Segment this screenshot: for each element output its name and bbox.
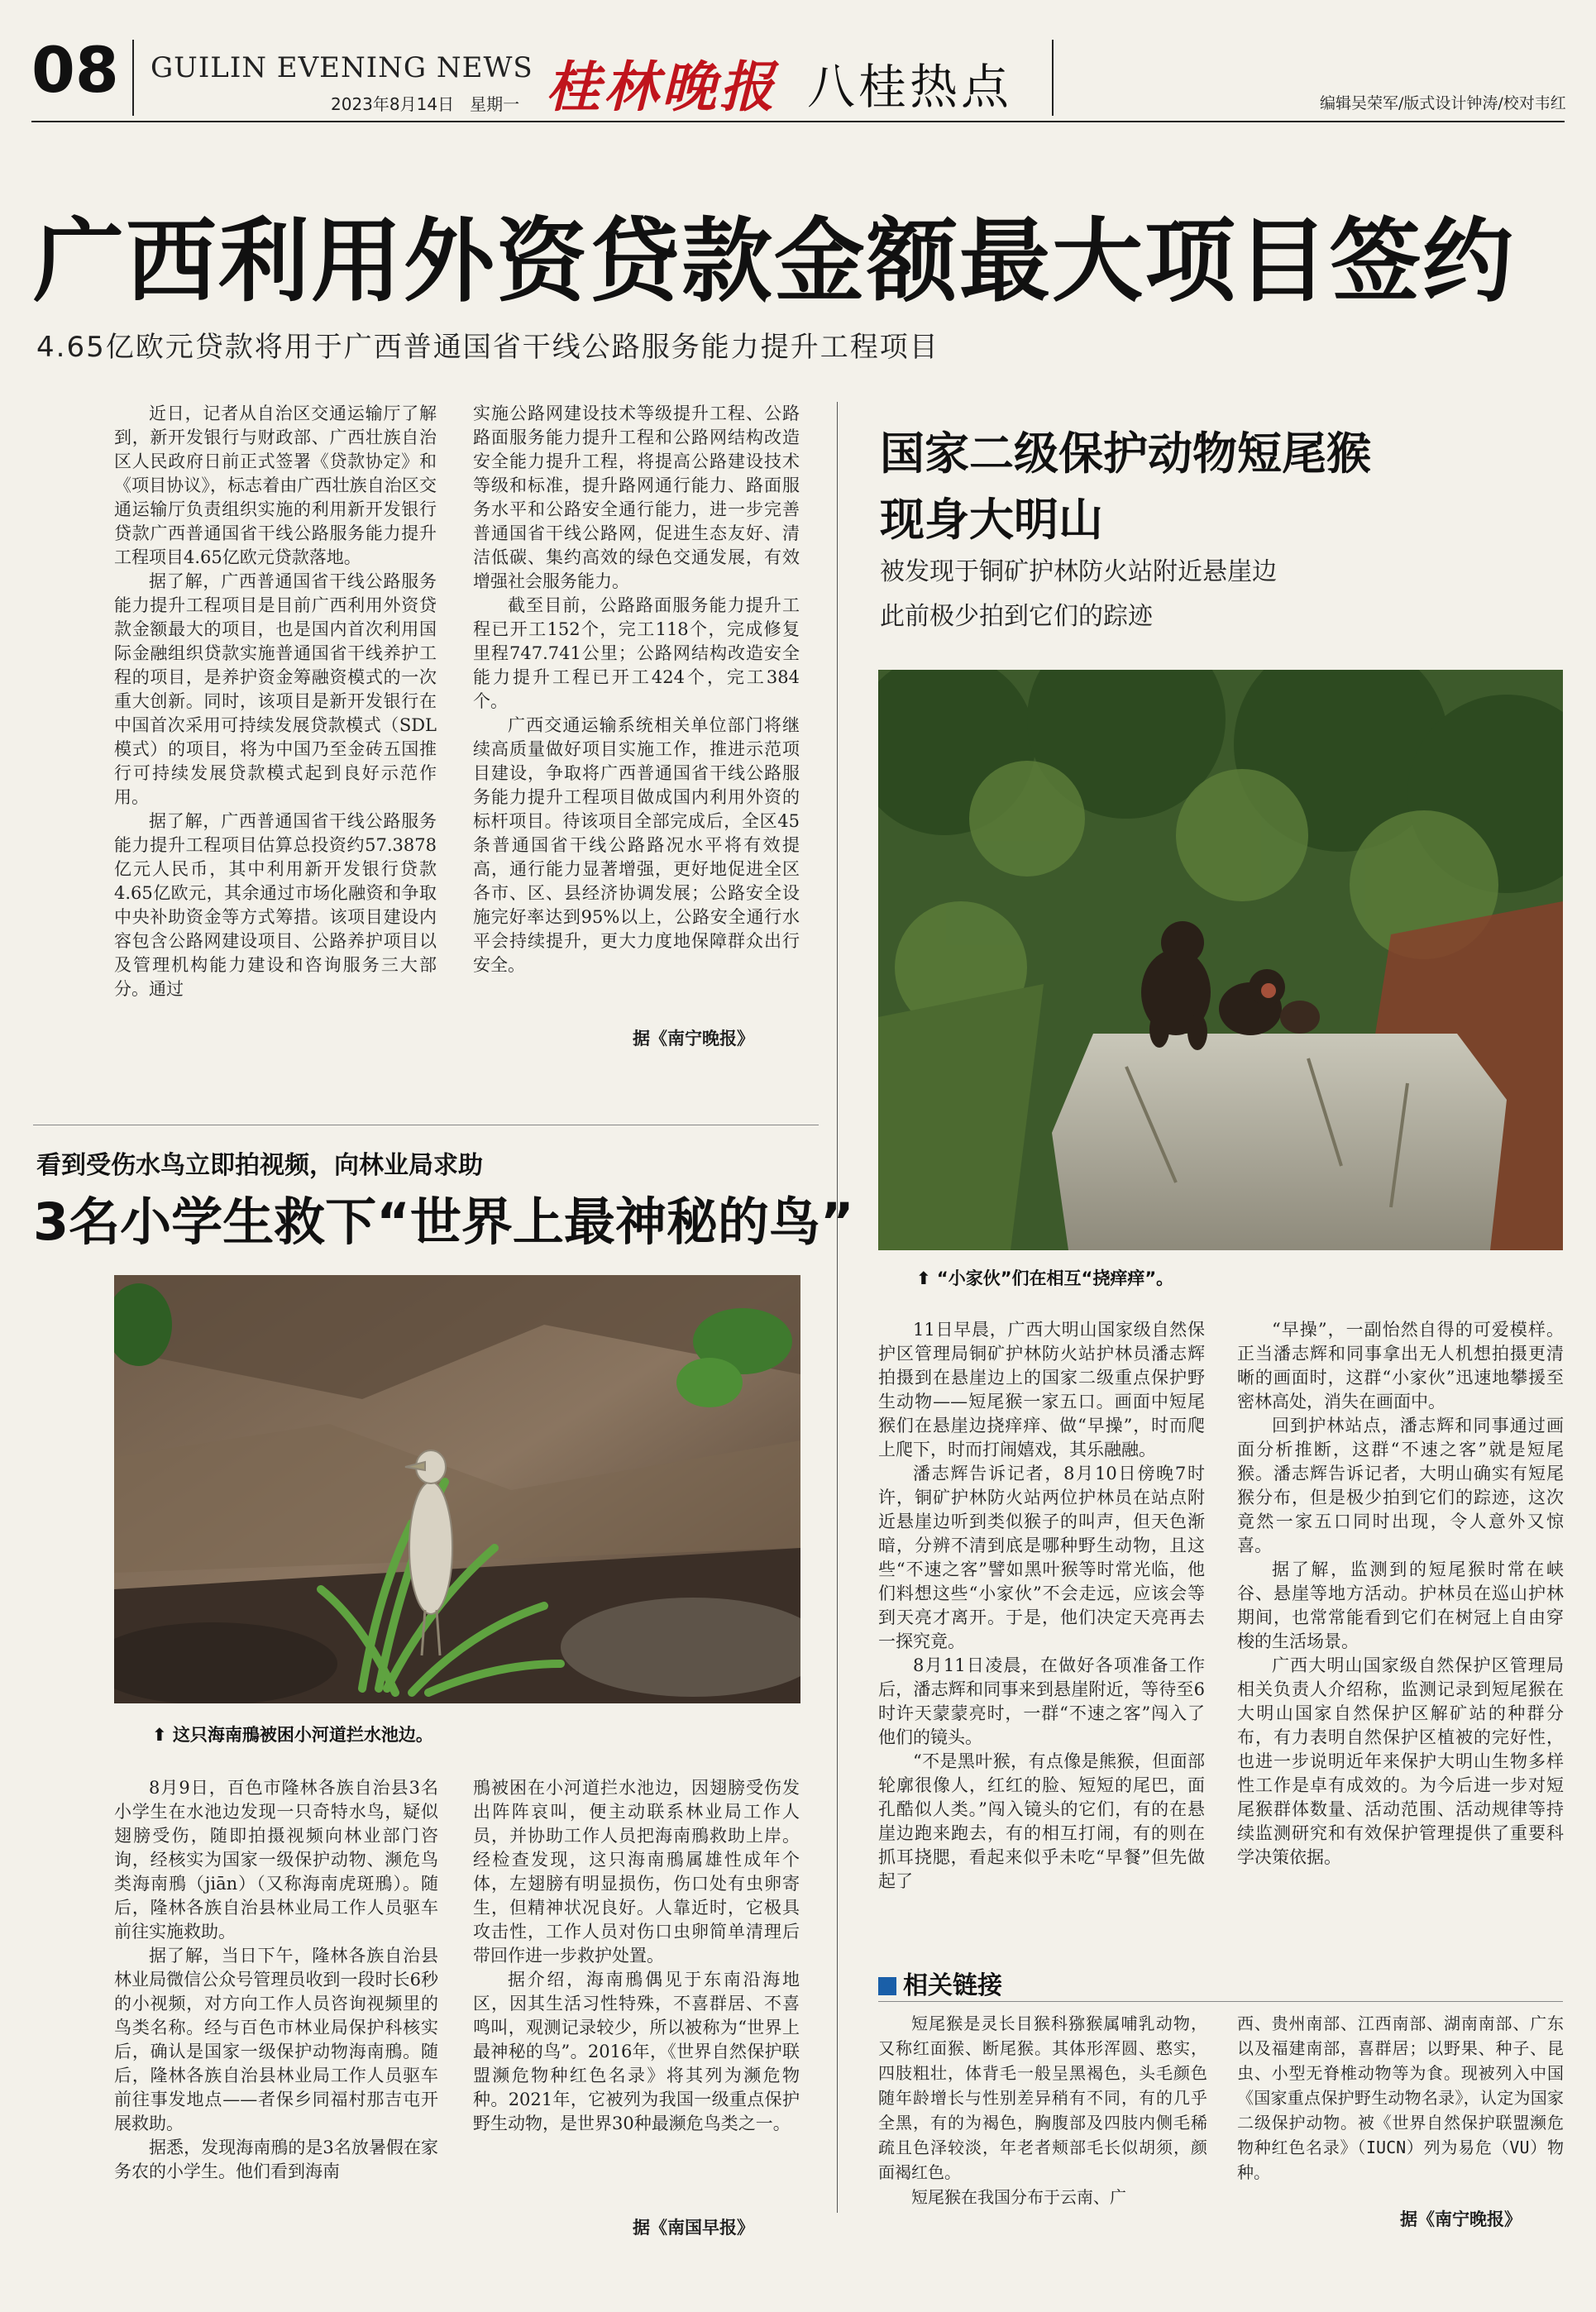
monkey-subheadline-line2: 此前极少拍到它们的踪迹 [880,602,1153,631]
header-divider-right [1052,40,1054,116]
monkey-column-2 [1237,1318,1564,1870]
lead-column-2 [473,402,800,977]
lead-paragraph: 近日，记者从自治区交通运输厅了解到，新开发银行与财政部、广西壮族自治区人民政府日前正式签署《贷款协定》和《项目协议》，标志着由广西壮族自治区交通运输厅负责组织实施的利用新开发银行贷款广西普通国省干线公路服务能力提升工程项目4.65亿欧元贷款落地。 [114,404,437,567]
heron-photo-graphic [114,1275,800,1703]
monkey-paragraph: 回到护林站点，潘志辉和同事通过画面分析推断，这群“不速之客”就是短尾猴。潘志辉告诉记者，大明山确实有短尾猴分布，但是极少拍到它们的踪迹，这次竟然一家五口同时出现，令人意外又惊喜。 [1237,1416,1564,1555]
bird-kicker: 看到受伤水鸟立即拍视频，向林业局求助 [36,1151,483,1180]
monkey-headline-line2: 现身大明山 [880,494,1103,546]
monkey-source: 据《南宁晚报》 [1400,2209,1522,2229]
column-divider [837,402,838,2213]
macaque-photo [878,670,1563,1250]
monkey-paragraph: 8月11日凌晨，在做好各项准备工作后，潘志辉和同事来到悬崖附近，等待至6时许天蒙蒙亮时，一群“不速之客”闯入了他们的镜头。 [878,1655,1205,1747]
macaque-photo-graphic [878,670,1563,1250]
monkey-paragraph: 据了解，监测到的短尾猴时常在峡谷、悬崖等地方活动。护林员在巡山护林期间，也常常能看到它们在树冠上自由穿梭的生活场景。 [1237,1560,1564,1651]
bird-paragraph: 鳽被困在小河道拦水池边，因翅膀受伤发出阵阵哀叫，便主动联系林业局工作人员，并协助工作人员把海南鳽救助上岸。经检查发现，这只海南鳽属雄性成年个体，左翅膀有明显损伤，伤口处有虫卵寄生，但精神状况良好。人靠近时，它极具攻击性，工作人员对伤口虫卵简单清理后带回作进一步救护处置。 [473,1778,800,1966]
heron-caption-text: 这只海南鳽被困小河道拦水池边。 [172,1725,433,1745]
header-bottom-rule [31,121,1565,122]
monkey-headline-line1: 国家二级保护动物短尾猴 [880,428,1371,480]
square-bullet-icon [878,1977,896,1995]
lead-source: 据《南宁晚报》 [633,1029,754,1049]
bird-column-1 [114,1776,438,2184]
date-text: 2023年8月14日 [331,94,455,114]
lead-paragraph: 据了解，广西普通国省干线公路服务能力提升工程项目估算总投资约57.3878亿元人民币，其中利用新开发银行贷款4.65亿欧元，其余通过市场化融资和争取中央补助资金等方式筹措。该项目建设内容包含公路网建设项目、公路养护项目以及管理机构能力建设和咨询服务三大部分。通过 [114,811,437,999]
monkey-paragraph: “不是黑叶猴，有点像是熊猴，但面部轮廓很像人，红红的脸、短短的尾巴，面孔酷似人类。”闯入镜头的它们，有的在悬崖边跑来跑去，有的相互打闹，有的则在抓耳挠腮，看起来似乎未吃“早餐”但先做起了 [878,1751,1205,1891]
bird-paragraph: 据悉，发现海南鳽的是3名放暑假在家务农的小学生。他们看到海南 [114,2138,438,2181]
lead-paragraph: 实施公路网建设技术等级提升工程、公路路面服务能力提升工程和公路网结构改造安全能力提升工程，将提高公路建设技术等级和标准，提升路网通行能力、路面服务水平和公路安全通行能力，进一步完善普通国省干线公路网，促进生态友好、清洁低碳、集约高效的绿色交通发展，有效增强社会服务能力。 [473,404,800,591]
caption-arrow-icon: ⬆ [152,1725,167,1745]
macaque-caption-text: “小家伙”们在相互“挠痒痒”。 [936,1268,1174,1288]
related-paragraph: 短尾猴在我国分布于云南、广 [911,2187,1126,2207]
bird-headline: 3名小学生救下“世界上最神秘的鸟” [33,1192,854,1252]
lead-paragraph: 据了解，广西普通国省干线公路服务能力提升工程项目是目前广西利用外资贷款金额最大的项目，也是国内首次利用国际金融组织贷款实施普通国省干线养护工程的项目，是养护资金筹融资模式的一次重大创新。同时，该项目是新开发银行在中国首次采用可持续发展贷款模式（SDL模式）的项目，将为中国乃至金砖五国推行可持续发展贷款模式起到良好示范作用。 [114,571,437,807]
page-number: 08 [31,33,119,107]
monkey-paragraph: 潘志辉告诉记者，8月10日傍晚7时许，铜矿护林防火站两位护林员在站点附近悬崖边听到类似猴子的叫声，但天色渐暗，分辨不清到底是哪种野生动物，且这些“不速之客”譬如黑叶猴等时常光临，他们料想这些“小家伙”不会走远，应该会等到天亮才离开。于是，他们决定天亮再去一探究竟。 [878,1464,1205,1651]
bird-paragraph: 据介绍，海南鳽偶见于东南沿海地区，因其生活习性特殊，不喜群居、不喜鸣叫，观测记录较少，所以被称为“世界上最神秘的鸟”。2016年，《世界自然保护联盟濒危物种红色名录》将其列为濒危物种。2021年，它被列为我国一级重点保护野生动物，是世界30种最濒危鸟类之一。 [473,1970,800,2133]
bird-column-2 [473,1776,800,2136]
related-link-header [878,1965,1002,2001]
related-link-rule [878,2001,1563,2002]
paper-logo: 桂林晚报 [546,55,777,119]
bird-paragraph: 据了解，当日下午，隆林各族自治县林业局微信公众号管理员收到一段时长6秒的小视频，对方向工作人员咨询视频里的鸟类名称。经与百色市林业局保护科核实后，确认是国家一级保护动物海南鳽。随后，隆林各族自治县林业局工作人员驱车前往事发地点——者保乡同福村那吉屯开展救助。 [114,1946,438,2133]
bird-source: 据《南国早报》 [633,2218,754,2238]
heron-caption [152,1722,433,1746]
lead-column-1 [114,402,437,1001]
heron-photo [114,1275,800,1703]
related-link-column-1 [878,2011,1207,2209]
weekday-text: 星期一 [470,94,520,114]
related-link-column-2 [1237,2011,1564,2185]
lead-subheadline: 4.65亿欧元贷款将用于广西普通国省干线公路服务能力提升工程项目 [36,331,939,364]
monkey-column-1 [878,1318,1205,1894]
lead-paragraph: 广西交通运输系统相关单位部门将继续高质量做好项目实施工作，推进示范项目建设，争取将广西普通国省干线公路服务能力提升工程项目做成国内利用外资的标杆项目。待该项目全部完成后，全区45条普通国省干线公路路况水平将有效提高，通行能力显著增强，更好地促进全区各市、区、县经济协调发展；公路安全设施完好率达到95%以上，公路安全通行水平会持续提升，更大力度地保障群众出行安全。 [473,715,800,975]
monkey-paragraph: 广西大明山国家级自然保护区管理局相关负责人介绍称，监测记录到短尾猴在大明山国家自然保护区解矿站的种群分布，有力表明自然保护区植被的完好性，也进一步说明近年来保护大明山生物多样性工作是卓有成效的。为今后进一步对短尾猴群体数量、活动范围、活动规律等持续监测研究和有效保护管理提供了重要科学决策依据。 [1237,1655,1564,1867]
related-paragraph: 西、贵州南部、江西南部、湖南南部、广东以及福建南部，喜群居；以野果、种子、昆虫、小型无脊椎动物等为食。现被列入中国《国家重点保护野生动物名录》，认定为国家二级保护动物。被《世界自然保护联盟濒危物种红色名录》（IUCN）列为易危（VU）物种。 [1237,2013,1564,2182]
header-divider-left [132,40,134,116]
paper-name-en: GUILIN EVENING NEWS [151,51,533,84]
monkey-subheadline-line1: 被发现于铜矿护林防火站附近悬崖边 [880,557,1277,586]
lead-headline: 广西利用外资贷款金额最大项目签约 [33,208,1515,314]
macaque-caption [916,1265,1173,1290]
bird-paragraph: 8月9日，百色市隆林各族自治县3名小学生在水池边发现一只奇特水鸟，疑似翅膀受伤，随即拍摄视频向林业部门咨询，经核实为国家一级保护动物、濒危鸟类海南鳽（jiān）（又称海南虎斑鳽）。随后，隆林各族自治县林业局工作人员驱车前往实施救助。 [114,1778,438,1942]
section-title: 八桂热点 [807,59,1013,115]
caption-arrow-icon: ⬆ [916,1268,931,1288]
related-link-title: 相关链接 [903,1971,1002,2000]
related-paragraph: 短尾猴是灵长目猴科猕猴属哺乳动物，又称红面猴、断尾猴。其体形浑圆、憨实，四肢粗壮，体背毛一般呈黑褐色，头毛颜色随年龄增长与性别差异稍有不同，有的几乎全黑，有的为褐色，胸腹部及四肢内侧毛稀疏且色泽较淡，年老者颊部毛长似胡须，颜面褐红色。 [878,2013,1207,2182]
issue-date [331,91,519,115]
editor-credits: 编辑吴荣军/版式设计钟涛/校对韦红 [1320,94,1566,112]
lead-paragraph: 截至目前，公路路面服务能力提升工程已开工152个，完工118个，完成修复里程747.741公里；公路网结构改造安全能力提升工程已开工424个，完工384个。 [473,595,800,711]
monkey-paragraph: “早操”，一副怡然自得的可爱模样。正当潘志辉和同事拿出无人机想拍摄更清晰的画面时，这群“小家伙”迅速地攀援至密林高处，消失在画面中。 [1237,1320,1564,1412]
monkey-paragraph: 11日早晨，广西大明山国家级自然保护区管理局铜矿护林防火站护林员潘志辉拍摄到在悬崖边上的国家二级重点保护野生动物——短尾猴一家五口。画面中短尾猴们在悬崖边挠痒痒、做“早操”，时而爬上爬下，时而打闹嬉戏，其乐融融。 [878,1320,1205,1459]
